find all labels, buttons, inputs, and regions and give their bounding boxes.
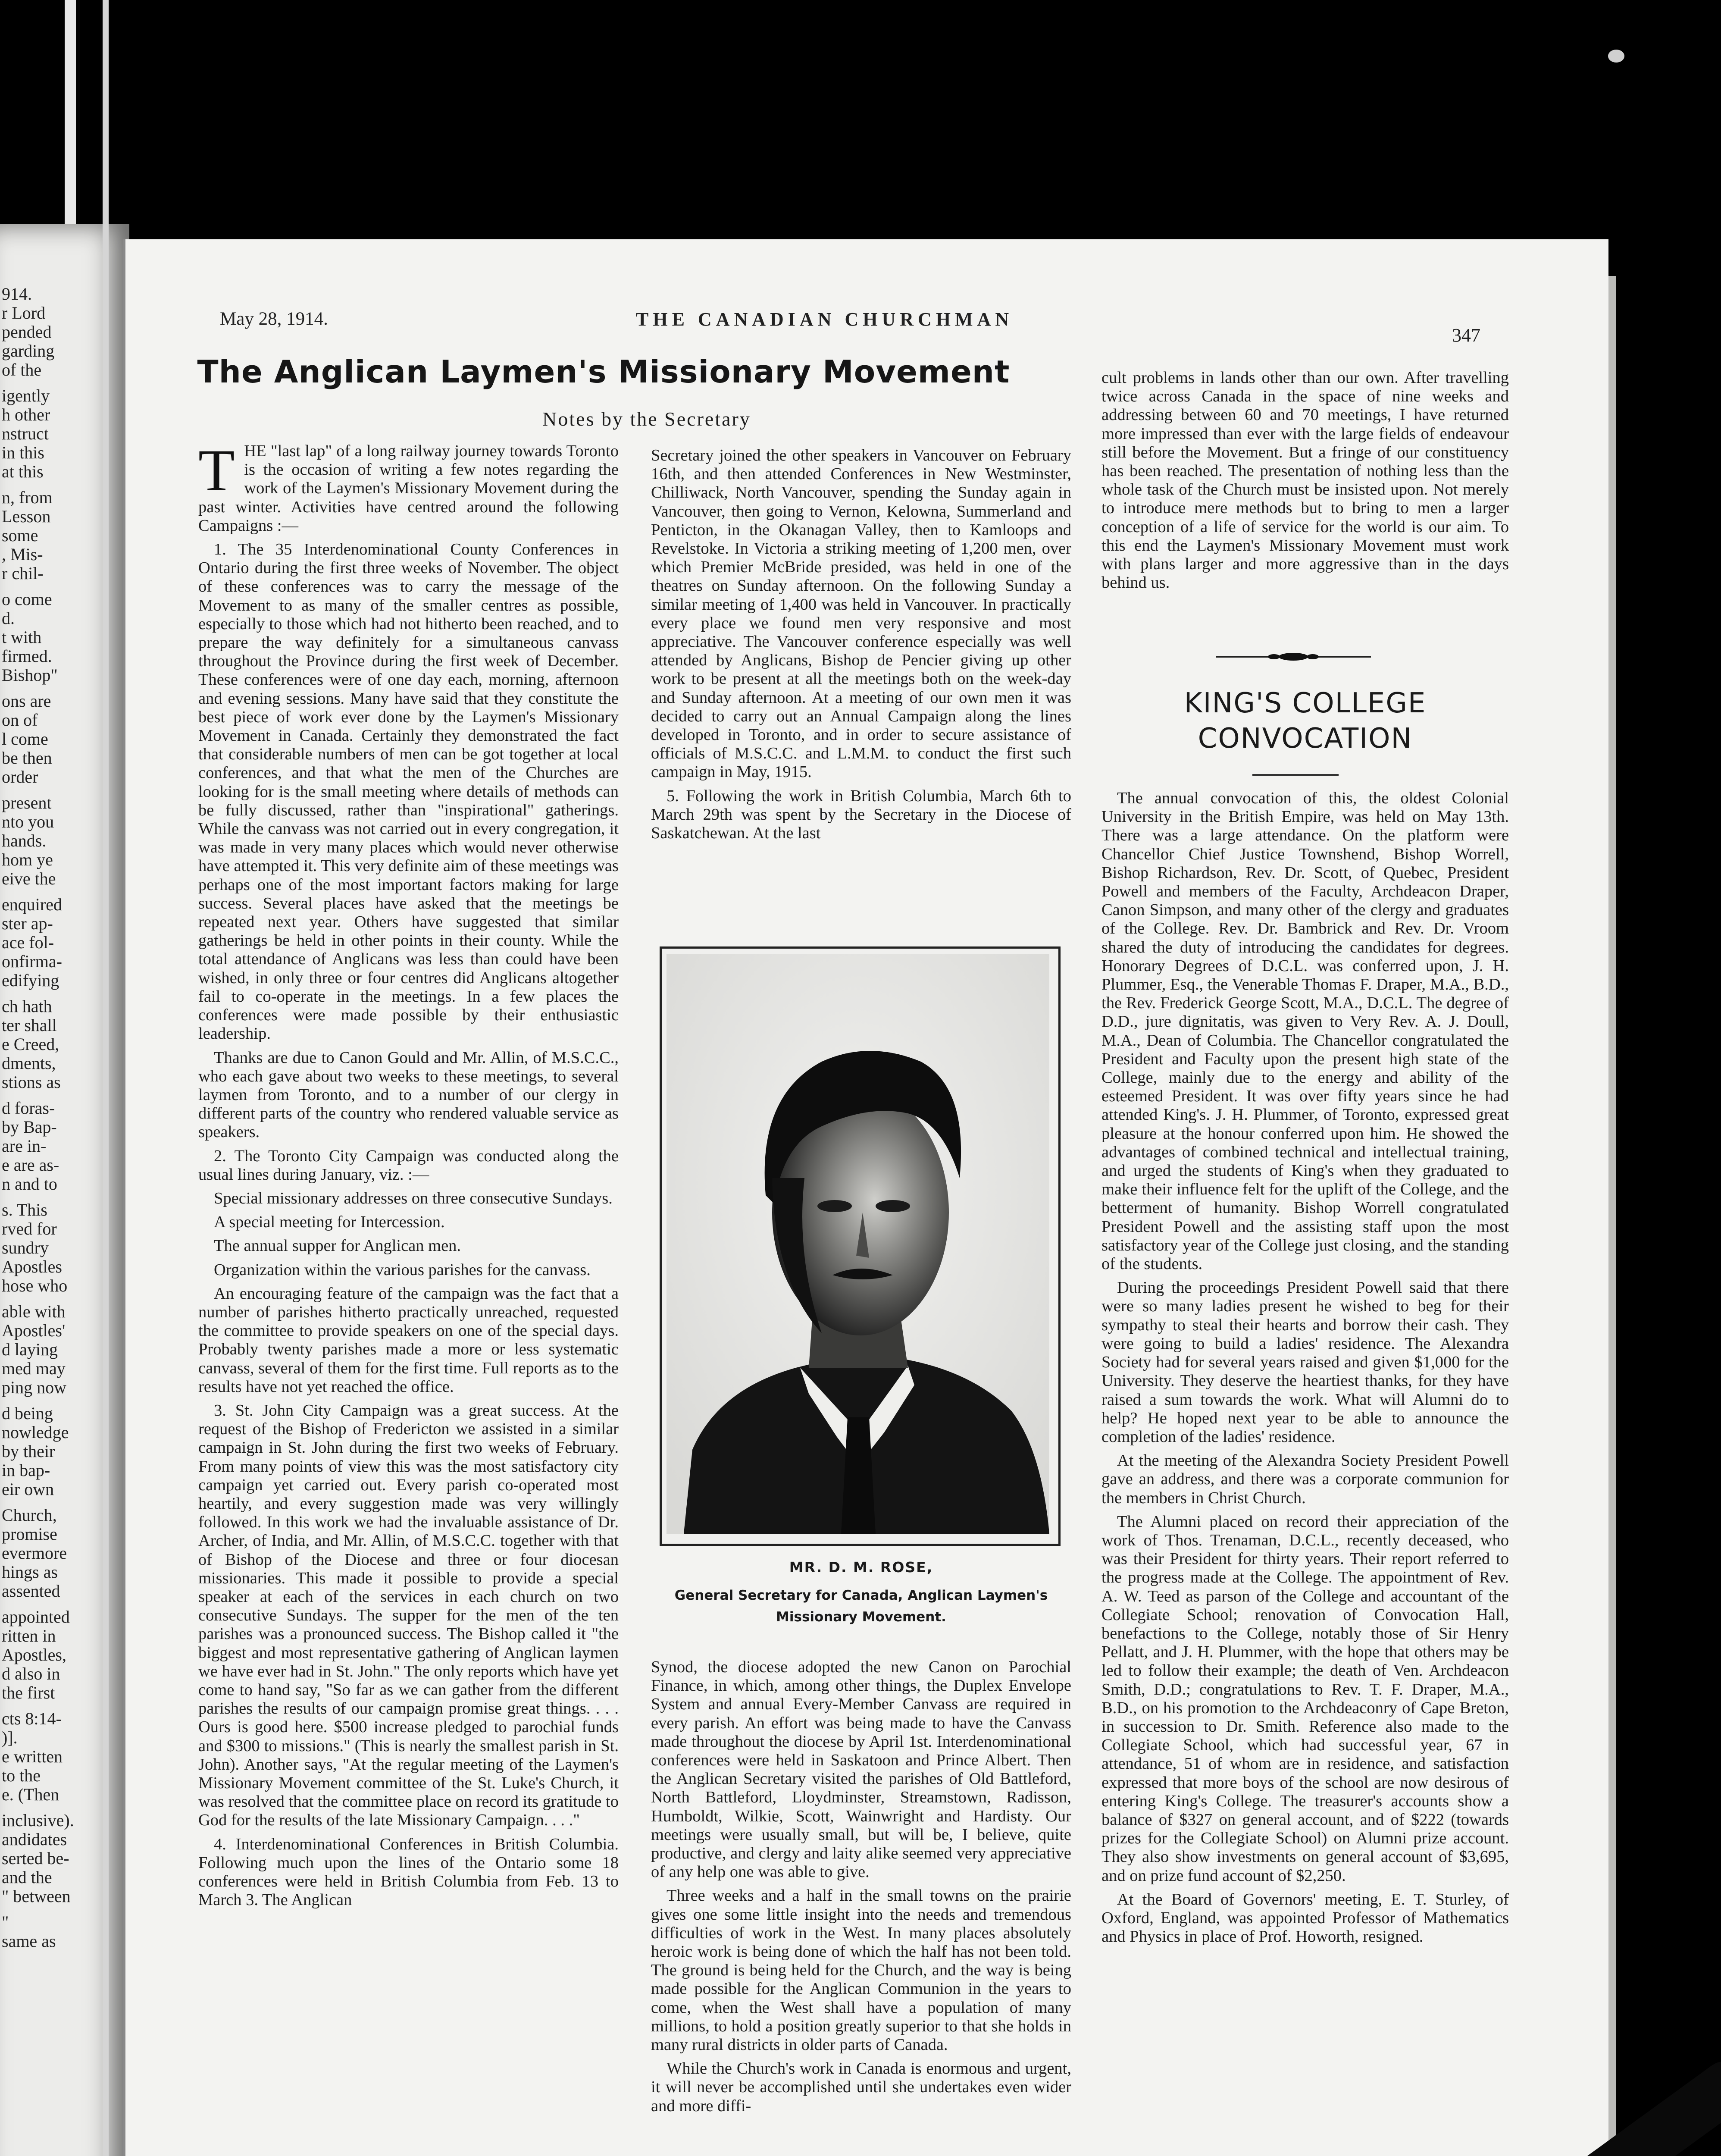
portrait-photo <box>666 954 1049 1534</box>
facing-page-text-fragment: hose who <box>2 1276 68 1295</box>
article-paragraph: 4. Interdenominational Conferences in British Columbia. Following much upon the lines of the Ontario some 18 conferences were held in British Columbia from Feb. 13 to March 3. The Anglican <box>198 1835 619 1909</box>
facing-page-text-fragment: Apostles, <box>2 1645 66 1664</box>
article-paragraph: Special missionary addresses on three consecutive Sundays. <box>214 1189 613 1207</box>
facing-page-text-fragment: in bap- <box>2 1460 50 1480</box>
facing-page-text-fragment: eive the <box>2 869 56 888</box>
facing-page-text-fragment: promise <box>2 1524 57 1544</box>
facing-page-text-fragment: e Creed, <box>2 1034 59 1054</box>
facing-page-text-fragment: and the <box>2 1868 52 1887</box>
facing-page-text-fragment: sundry <box>2 1238 49 1257</box>
facing-page-text-fragment: " between <box>2 1887 71 1906</box>
article-paragraph: THE "last lap" of a long railway journey towards Toronto is the occasion of writing a few notes regarding the work of the Laymen's Missionary Movement during the past winter. Activities have centred around the following Campaigns :— <box>198 437 619 535</box>
facing-page-text-fragment: d. <box>2 608 15 628</box>
article-paragraph: An encouraging feature of the campaign was the fact that a number of parishes hitherto practically unreached, requested the committee to provide speakers on one of the special days. Probably twenty parishes made a more or less systematic canvass, several of them for the first time. Full reports as to the results have not yet reached the office. <box>198 1284 619 1396</box>
facing-page-text-fragment: onfirma- <box>2 952 62 971</box>
article-paragraph: While the Church's work in Canada is enormous and urgent, it will never be accomplished until she undertakes even wider and more diffi- <box>651 2059 1071 2115</box>
facing-page-text-fragment: Apostles' <box>2 1321 66 1340</box>
facing-page-text-fragment: eir own <box>2 1479 54 1499</box>
facing-page-text-fragment: present <box>2 793 52 812</box>
facing-page-text-fragment: ping now <box>2 1378 66 1397</box>
facing-page-text-fragment: inclusive). <box>2 1811 74 1830</box>
facing-page-text-fragment: e. (Then <box>2 1785 59 1804</box>
portrait-caption-role: General Secretary for Canada, Anglican Laymen's Missionary Movement. <box>674 1588 1048 1625</box>
facing-page-text-fragment: pended <box>2 322 52 342</box>
drop-cap: T <box>198 437 235 503</box>
article-paragraph: Three weeks and a half in the small towns on the prairie gives one some little insight into the needs and tremendous difficulties of work in the West. In many places absolutely heroic work is being done of which the half has not been told. The ground is being held for the Church, and the way is being made possible for the Anglican Communion in the years to come, when the West shall have a population of many millions, to hold a position greatly superior to that she holds in many rural districts in older parts of Canada. <box>651 1887 1071 2054</box>
facing-page-text-fragment: e written <box>2 1747 63 1766</box>
facing-page-text-fragment: at this <box>2 462 44 481</box>
facing-page-text-fragment: evermore <box>2 1543 67 1563</box>
facing-page-text-fragment: hands. <box>2 831 47 850</box>
facing-page-text-fragment: ch hath <box>2 997 52 1016</box>
facing-page-text-fragment: on of <box>2 710 38 730</box>
facing-page-text-fragment: d being <box>2 1404 53 1423</box>
facing-page-text-fragment: ster ap- <box>2 914 53 933</box>
article-column-3-top <box>1101 369 1509 597</box>
facing-page-text-fragment: ritten in <box>2 1626 56 1645</box>
kings-college-heading-line1: KING'S COLLEGE <box>1184 687 1427 719</box>
facing-page-text-fragment: hings as <box>2 1562 58 1582</box>
facing-page-text-fragment: nowledge <box>2 1423 69 1442</box>
facing-page-text-fragment: nstruct <box>2 424 49 443</box>
article-paragraph: A special meeting for Intercession. <box>214 1213 445 1232</box>
facing-page-text-fragment: same as <box>2 1931 56 1951</box>
facing-page-text-fragment: r Lord <box>2 303 46 323</box>
facing-page-text-fragment: some <box>2 526 38 545</box>
facing-page-text-fragment: h other <box>2 405 50 424</box>
portrait-illustration <box>666 954 1049 1534</box>
facing-page-text-fragment: Bishop" <box>2 665 58 685</box>
facing-page-text-fragment: hom ye <box>2 850 53 869</box>
issue-date: May 28, 1914. <box>220 309 328 329</box>
kings-college-paragraph: The Alumni placed on record their appreciation of the work of Thos. Trenaman, D.C.L., recently deceased, who was their President for thirty years. Their report referred to the progress made at the College. The appointment of Rev. A. W. Teed as parson of the College and accountant of the Collegiate School; renovation of Convocation Hall, benefactions to the College, notably those of Sir Henry Pellatt, and J. H. Plummer, with the hope that others may be led to follow their example; the death of Ven. Archdeacon Smith, D.D.; congratulations to Rev. T. F. Draper, M.A., B.D., on his promotion to the Archdeaconry of Cape Breton, in succession to Dr. Smith. Reference also made to the Collegiate School, which had successful year, 67 in attendance, 51 of whom are in residence, and satisfaction expressed that more boys of the school are now desirous of entering King's College. The treasurer's accounts show a balance of $327 on general account, and of $222 (towards prizes for the Collegiate School) on Alumni prize account. They also show investments on general account of $3,695, and on prize fund account of $2,250. <box>1101 1512 1509 1885</box>
facing-page-text-fragment: r chil- <box>2 564 44 583</box>
facing-page-text-fragment: garding <box>2 341 55 360</box>
facing-page-text-fragment: be then <box>2 748 52 768</box>
facing-page-text-fragment: of the <box>2 360 42 379</box>
facing-page-text-fragment: firmed. <box>2 646 52 666</box>
facing-page-text-fragment: 914. <box>2 284 32 304</box>
article-paragraph: 5. Following the work in British Columbia, March 6th to March 29th was spent by the Secretary in the Diocese of Saskatchewan. At the last <box>651 787 1071 843</box>
facing-page-text-fragment: cts 8:14- <box>2 1709 62 1728</box>
article-paragraph: Organization within the various parishes for the canvass. <box>214 1260 591 1279</box>
facing-page-text-fragment: ter shall <box>2 1015 57 1035</box>
facing-page-text-fragment: Apostles <box>2 1257 62 1276</box>
article-paragraph: Secretary joined the other speakers in Vancouver on February 16th, and then attended Conferences in New Westminster, Chilliwack, North Vancouver, spending the Sunday again in Vancouver, then going to Vernon, Kelowna, Summerland and Penticton, in the Okanagan Valley, then to Kamloops and Revelstoke. In Victoria a striking meeting of 1,200 men, over which Premier McBride presided, was held in one of the theatres on Sunday afternoon. On the following Sunday a similar meeting of 1,400 was held in Vancouver. In practically every place we found men very responsive and most appreciative. The Vancouver conference especially was well attended by Anglicans, Bishop de Pencier giving up other work to be present at all the meetings both on the week-day and Sunday afternoon. At a meeting of our own men it was decided to carry out an Annual Campaign along the lines developed in Toronto, and in order to secure assistance of officials of M.S.C.C. and L.M.M. to conduct the first such campaign in May, 1915. <box>651 446 1071 781</box>
section-divider-ornament <box>1216 650 1371 663</box>
article-column-2-top <box>651 446 1071 848</box>
article-paragraph: Synod, the diocese adopted the new Canon on Parochial Finance, in which, among other things, the Duplex Envelope System and annual Every-Member Canvass are required in every parish. An effort was being made to have the Canvass made throughout the diocese by April 1st. Interdenominational conferences were held in Saskatoon and Prince Albert. Then the Anglican Secretary visited the parishes of Old Battleford, North Battleford, Lloydminster, Streamstown, Radisson, Humboldt, Wilkie, Scott, Wainwright and Hardisty. Our meetings were usually small, but will be, I believe, quite productive, and clergy and laity alike seemed very appreciative of any help one was able to give. <box>651 1658 1071 1881</box>
page-number: 347 <box>1452 325 1480 346</box>
facing-page-text-fragment: d foras- <box>2 1098 55 1118</box>
kings-college-paragraph: At the Board of Governors' meeting, E. T. Sturley, of Oxford, England, was appointed Professor of Mathematics and Physics in place of Prof. Howorth, resigned. <box>1101 1890 1509 1946</box>
facing-page-text-fragment: edifying <box>2 971 59 990</box>
facing-page-text-fragment: med may <box>2 1359 66 1378</box>
facing-page-text-fragment: able with <box>2 1302 66 1321</box>
facing-page-text-fragment: to the <box>2 1766 41 1785</box>
kings-college-column <box>1101 789 1509 1951</box>
facing-page-fragment <box>0 224 129 2156</box>
facing-page-text-fragment: andidates <box>2 1830 67 1849</box>
article-column-2-bottom <box>651 1658 1071 2121</box>
article-column-1 <box>198 437 619 1915</box>
portrait-caption-name: MR. D. M. ROSE, <box>789 1559 933 1576</box>
facing-page-text-fragment: dments, <box>2 1053 56 1073</box>
facing-page-text-fragment: e are as- <box>2 1155 59 1175</box>
article-paragraph: The annual supper for Anglican men. <box>214 1237 461 1255</box>
facing-page-text-fragment: rved for <box>2 1219 57 1238</box>
facing-page-text-fragment: order <box>2 767 38 787</box>
facing-page-text-fragment: l come <box>2 729 48 749</box>
kings-college-paragraph: During the proceedings President Powell said that there were so many ladies present he wished to beg for their sympathy to steal their hearts and borrow their cash. They were going to build a ladies' residence. The Alexandra Society had for several years raised and given $1,000 for the University. They deserve the heartiest thanks, for they have raised a sum towards the work. What will Alumni do to help? He hoped next year to be able to announce the completion of the ladies' residence. <box>1101 1279 1509 1446</box>
publication-title: THE CANADIAN CHURCHMAN <box>636 309 1014 330</box>
kings-college-heading <box>1101 686 1509 756</box>
facing-page-text-fragment: d laying <box>2 1340 58 1359</box>
facing-page-text-fragment: )]. <box>2 1728 18 1747</box>
facing-page-text-fragment: assented <box>2 1581 60 1601</box>
facing-page-text-fragment: t with <box>2 627 42 647</box>
article-paragraph: cult problems in lands other than our own. After travelling twice across Canada in the space of nine weeks and addressing between 60 and 70 meetings, I have returned more impressed than ever with the large fields of endeavour still before the Movement. But a fringe of our constituency has been reached. The presentation of nothing less than the whole task of the Church must be insisted upon. Not merely to introduce mere methods but to bring to men a larger conception of a life of service for the world is our aim. To this end the Laymen's Missionary Movement must work with plans larger and more aggressive than in the days behind us. <box>1101 369 1509 592</box>
facing-page-text-fragment: ons are <box>2 691 51 711</box>
facing-page-text-fragment: s. This <box>2 1200 47 1219</box>
facing-page-text-fragment: o come <box>2 589 52 609</box>
facing-page-text-fragment: by Bap- <box>2 1117 57 1137</box>
article-subtitle: Notes by the Secretary <box>542 408 751 430</box>
facing-page-text-fragment: , Mis- <box>2 545 43 564</box>
facing-page-text-fragment: Church, <box>2 1505 57 1525</box>
facing-page-text-fragment: ace fol- <box>2 933 54 952</box>
article-paragraph: Thanks are due to Canon Gould and Mr. Allin, of M.S.C.C., who each gave about two weeks to these meetings, to several laymen from Toronto, and to a number of our clergy in different parts of the country who rendered valuable service as speakers. <box>198 1048 619 1141</box>
facing-page-text-fragment: serted be- <box>2 1849 69 1868</box>
facing-page-text-fragment: enquired <box>2 895 62 914</box>
scan-speck <box>1608 50 1624 63</box>
scan-spine-shadow <box>103 0 109 2156</box>
facing-page-text-fragment: appointed <box>2 1607 70 1626</box>
kings-college-paragraph: The annual convocation of this, the oldest Colonial University in the British Empire, was held on May 13th. There was a large attendance. On the platform were Chancellor Chief Justice Townshend, Bishop Worrell, Bishop Richardson, Rev. Dr. Scott, of Quebec, President Powell and members of the Faculty, Archdeacon Draper, Canon Simpson, and many other of the clergy and graduates of the College. Rev. Dr. Bambrick and Rev. Dr. Vroom shared the duty of introducing the candidates for degrees. Honorary Degrees of D.C.L. was conferred upon, J. H. Plummer, Esq., the Venerable Thomas F. Draper, M.A., B.D., the Rev. Frederick George Scott, M.A., D.C.L. The degree of D.D., jure dignitatis, was given to Very Rev. A. J. Doull, M.A., Dean of Columbia. The Chancellor congratulated the President and Faculty upon the present high state of the College, mainly due to the energy and ability of the esteemed President. It was over fifty years since he had attended King's. J. H. Plummer, of Toronto, expressed great pleasure at the honour conferred upon him. He showed the advantages of combined technical and intellectual training, and urged the students of King's when they graduated to make their influence felt for the uplift of the College, and the betterment of humanity. Bishop Worrell congratulated President Powell and the assisting staff upon the most satisfactory year of the College just closing, and the standing of the students. <box>1101 789 1509 1273</box>
facing-page-text-fragment: n and to <box>2 1174 57 1194</box>
kings-college-heading-line2: CONVOCATION <box>1198 723 1413 755</box>
facing-page-text-fragment: " <box>2 1912 9 1932</box>
kings-college-paragraph: At the meeting of the Alexandra Society President Powell gave an address, and there was a corporate communion for the members in Christ Church. <box>1101 1451 1509 1507</box>
article-title: The Anglican Laymen's Missionary Movement <box>197 354 1010 390</box>
facing-page-text-fragment: are in- <box>2 1136 47 1156</box>
facing-page-text-fragment: by their <box>2 1442 55 1461</box>
heading-rule <box>1252 774 1339 776</box>
facing-page-text-fragment: n, from <box>2 488 53 507</box>
article-paragraph: 1. The 35 Interdenominational County Conferences in Ontario during the first three weeks of November. The object of these conferences was to carry the message of the Movement to as many of the smaller centres as possible, especially to those which had not hitherto been reached, and to prepare the way definitely for a simultaneous canvass throughout the Province during the first week of December. These conferences were of one day each, morning, afternoon and evening sessions. Many have said that they constitute the best piece of work ever done by the Laymen's Missionary Movement in Canada. Certainly they demonstrated the fact that considerable numbers of men can be got together at local conferences, and that what the men of the Churches are looking for is the small meeting where details of methods can be fully discussed, rather than "inspirational" gatherings. While the canvass was not carried out in every congregation, it was made in very many places which would never otherwise have attempted it. This very definite aim of these meetings was perhaps one of the most important factors making for large success. Several places have asked that the meetings be repeated next year. Others have suggested that similar gatherings be held in other points in their county. While the total attendance of Anglicans was less than could have been wished, in only three or four centres did Anglicans altogether fail to co-operate in the meetings. In a few places the conferences were made possible by their enthusiastic leadership. <box>198 540 619 1043</box>
article-paragraph: 2. The Toronto City Campaign was conducted along the usual lines during January, viz. :— <box>198 1147 619 1184</box>
facing-page-text-fragment: igently <box>2 386 50 405</box>
facing-page-text-fragment: stions as <box>2 1072 61 1092</box>
facing-page-text-fragment: the first <box>2 1683 55 1702</box>
article-paragraph: 3. St. John City Campaign was a great success. At the request of the Bishop of Fredericton we assisted in a similar campaign in St. John during the first two weeks of February. From many points of view this was the most satisfactory city campaign yet carried out. Every parish co-operated most heartily, and every suggestion made was very willingly followed. In this work we had the invaluable assistance of Dr. Archer, of India, and Mr. Allin, of M.S.C.C. together with that of Bishop of the Diocese and three or four diocesan missionaries. This made it possible to provide a special speaker at each of the services in each church on two consecutive Sundays. The supper for the men of the ten parishes was a pronounced success. The Bishop called it "the biggest and most representative gathering of Anglican laymen we have ever had in St. John." The only reports which have yet come to hand say, "So far as we can gather from the different parishes the results of our campaign promise great things. . . . Ours is good here. $500 increase pledged to parochial funds and $300 to missions." (This is nearly the smallest parish in St. John). Another says, "At the regular meeting of the Laymen's Missionary Movement committee of the St. Luke's Church, it was resolved that the committee place on record its gratitude to God for the results of the late Missionary Campaign. . . ." <box>198 1401 619 1830</box>
facing-page-text-fragment: nto you <box>2 812 54 831</box>
facing-page-text-fragment: in this <box>2 443 44 462</box>
facing-page-text-fragment: Lesson <box>2 507 51 526</box>
facing-page-text-fragment: d also in <box>2 1664 60 1683</box>
